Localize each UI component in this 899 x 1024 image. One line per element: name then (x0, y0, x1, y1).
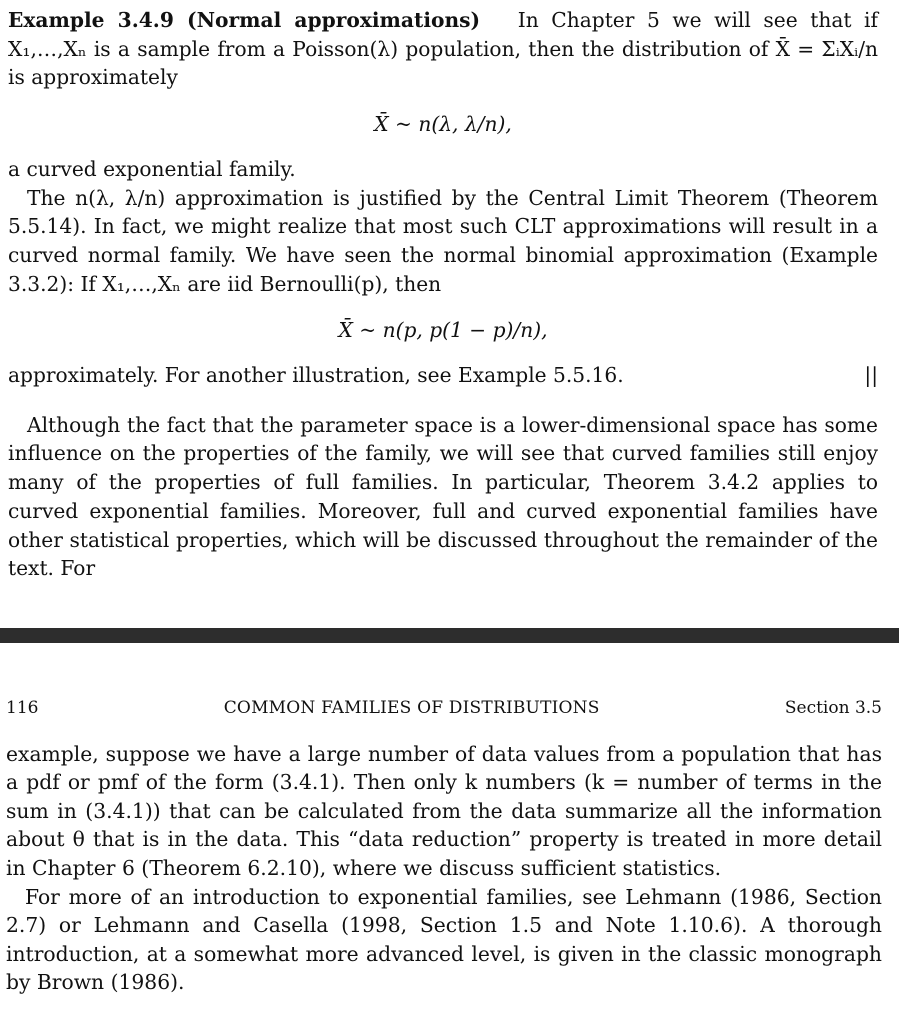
example-paragraph (8, 6, 878, 92)
data-reduction-paragraph: example, suppose we have a large number of data values from a population that has a pdf or pmf of the form (3.4.1). Then only k numbers (k = number of terms in the sum in (3.4.1)) that can be calculated from the data summarize all the information about θ that is in the data. This “data reduction” property is treated in more detail in Chapter 6 (Theorem 6.2.10), where we discuss sufficient statistics. (6, 741, 882, 880)
page-divider (0, 628, 899, 643)
references-paragraph: For more of an introduction to exponential families, see Lehmann (1986, Section 2.7) or Lehmann and Casella (1998, Section 1.5 and Note 1.10.6). A thorough introduction, at a somewhat more advanced level, is given in the classic monograph by Brown (1986). (6, 884, 882, 995)
running-head (6, 694, 882, 723)
illustration-line (8, 361, 878, 390)
page-number: 116 (6, 698, 39, 718)
clt-paragraph: The n(λ, λ/n) approximation is justified by the Central Limit Theorem (Theorem 5.5.14). In fact, we might realize that most such CLT approximations will result in a curved normal family. We have seen the normal binomial approximation (Example 3.3.2): If X₁,…,Xₙ are iid Bernoulli(p), then (8, 185, 878, 296)
parameter-space-paragraph: Although the fact that the parameter space is a lower-dimensional space has some influence on the properties of the family, we will see that curved families still enjoy many of the properties of full families. In particular, Theorem 3.4.2 applies to curved exponential families. Moreover, full and curved exponential families have other statistical properties, which will be discussed throughout the remainder of the text. For (8, 412, 878, 581)
curved-family-line: a curved exponential family. (8, 156, 296, 181)
chapter-title: COMMON FAMILIES OF DISTRIBUTIONS (223, 698, 600, 718)
example-text: In Chapter 5 we will see that if X₁,…,Xₙ is a sample from a Poisson(λ) population, then the distribution of X̄ = ΣᵢXᵢ/n is approximately (8, 8, 878, 90)
section-label: Section 3.5 (784, 698, 882, 718)
equation-normal-approx-bernoulli: X̄ ~ n(p, p(1 − p)/n), (338, 318, 548, 343)
end-of-example-mark: || (864, 363, 878, 388)
equation-normal-approx-poisson: X̄ ~ n(λ, λ/n), (374, 112, 512, 137)
example-title: Example 3.4.9 (Normal approximations) (8, 8, 481, 32)
illustration-text: approximately. For another illustration, see Example 5.5.16. (8, 363, 624, 388)
lower-page (0, 643, 899, 1024)
